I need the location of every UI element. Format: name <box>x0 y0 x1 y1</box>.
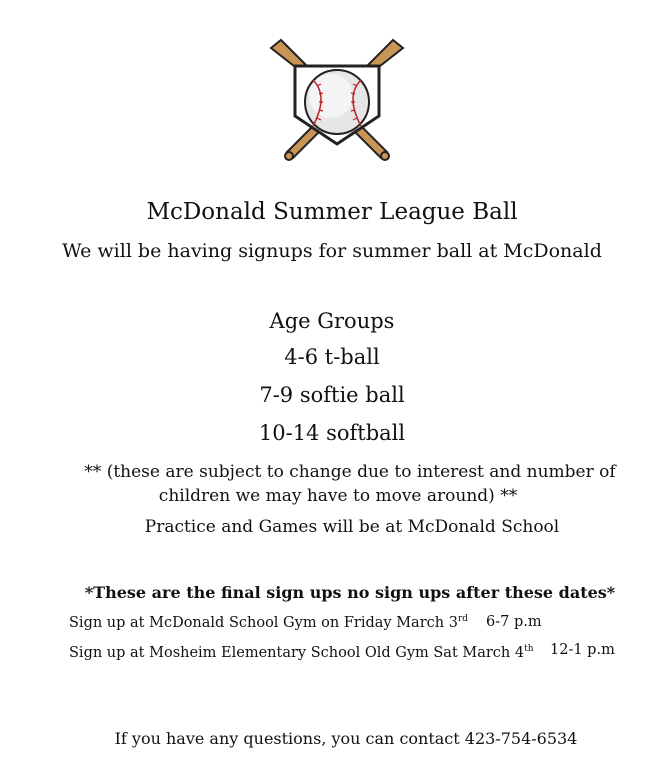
practice-location: Practice and Games will be at McDonald School <box>144 517 560 537</box>
crossed-bats-baseball-icon <box>267 36 407 166</box>
baseball-icon <box>305 70 369 134</box>
contact-info: If you have any questions, you can contact 423-754-6534 <box>114 729 578 748</box>
signup-text: Sign up at McDonald School Gym on Friday March 3 <box>69 615 458 631</box>
signup-entry <box>69 644 534 661</box>
final-signup-notice: *These are the final sign ups no sign ups after these dates* <box>84 583 616 602</box>
age-groups-heading: Age Groups <box>269 309 395 333</box>
signup-time: 12-1 p.m <box>550 642 615 658</box>
signup-entry <box>69 614 468 631</box>
change-note-line-2: children we may have to move around) ** <box>158 486 518 506</box>
age-group-item: 10-14 softball <box>258 421 406 445</box>
baseball-logo <box>267 36 407 166</box>
page-title: McDonald Summer League Ball <box>146 199 518 225</box>
change-note-line-1: ** (these are subject to change due to interest and number of <box>84 462 616 482</box>
signup-time: 6-7 p.m <box>486 614 542 630</box>
intro-text: We will be having signups for summer ball at McDonald <box>62 240 602 262</box>
signup-ordinal: rd <box>457 614 469 624</box>
age-group-item: 4-6 t-ball <box>284 345 380 369</box>
signup-text: Sign up at Mosheim Elementary School Old Gym Sat March 4 <box>69 645 525 661</box>
signup-ordinal: th <box>524 644 534 654</box>
age-group-item: 7-9 softie ball <box>259 383 405 407</box>
